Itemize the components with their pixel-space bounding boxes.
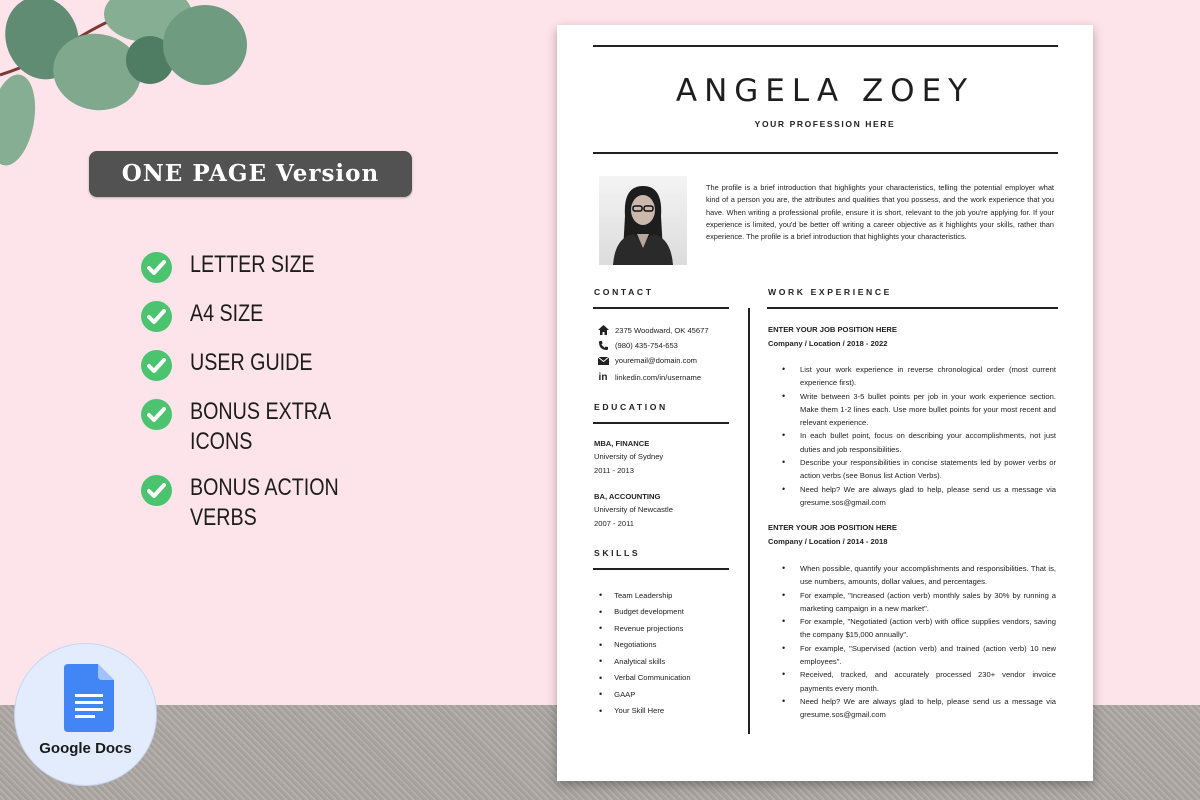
feature-label: BONUS EXTRA ICONS	[190, 398, 332, 455]
skill-item: • Team Leadership	[599, 587, 691, 604]
skill-item: • Verbal Communication	[599, 670, 691, 687]
job-bullets	[782, 363, 1056, 509]
education-item: MBA, FINANCE University of Sydney 2011 - 2013	[594, 439, 664, 475]
job-bullet: • When possible, quantify your accomplishments and responsibilities. That is, use numbers, amounts, dollar values, and percentages.	[782, 562, 1056, 589]
job-bullet: • Received, tracked, and accurately processed 230+ vendor invoice payments every month.	[782, 668, 1056, 695]
skills-list	[599, 587, 691, 719]
skill-item: • Revenue projections	[599, 620, 691, 637]
job-bullet: • For example, "Supervised (action verb) and trained (action verb) 10 new employees".	[782, 642, 1056, 669]
check-circle-icon	[141, 350, 172, 381]
job-bullets	[782, 562, 1056, 722]
feature-label: A4 SIZE	[190, 300, 264, 327]
feature-list	[141, 250, 380, 549]
job-bullet: • In each bullet point, focus on describing your accomplishments, not just duties and job responsibilities.	[782, 429, 1056, 456]
envelope-icon	[597, 357, 609, 365]
google-docs-icon	[64, 664, 114, 732]
job-bullet: • Write between 3-5 bullet points per job in your work experience section. Make them 1-2 lines each. Use more bullet points for your most recent and relevant experience.	[782, 390, 1056, 430]
check-circle-icon	[141, 475, 172, 506]
education-section-title: EDUCATION	[594, 402, 668, 412]
resume-page	[557, 25, 1093, 781]
google-docs-badge	[14, 643, 157, 786]
check-circle-icon	[141, 252, 172, 283]
header-bottom-rule	[593, 152, 1058, 154]
feature-item	[141, 397, 380, 457]
job-bullet: • List your work experience in reverse chronological order (most current experience first).	[782, 363, 1056, 390]
job-meta: Company / Location / 2018 - 2022	[768, 339, 888, 348]
header-top-rule	[593, 45, 1058, 47]
eucalyptus-leaves-decoration	[0, 0, 260, 170]
job-meta: Company / Location / 2014 - 2018	[768, 537, 888, 546]
contact-section-title: CONTACT	[594, 287, 654, 297]
skill-item: • Negotiations	[599, 637, 691, 654]
skill-item: • GAAP	[599, 686, 691, 703]
work-rule	[767, 307, 1058, 309]
feature-item	[141, 250, 380, 283]
profile-summary: The profile is a brief introduction that highlights your characteristics, telling the potential employer what kind of a person you are, the attributes and qualities that you possess, and the work experience that you have. When writing a professional profile, ensure it is short, relevant to the job you're applying for. If your experience is limited, you'd be better off writing a career objective as it highlights your skills, rather than experience. The profile is a brief introduction that highlights your characteristics.	[706, 183, 1054, 242]
skill-item: • Analytical skills	[599, 653, 691, 670]
resume-name: ANGELA ZOEY	[675, 73, 975, 109]
education-rule	[593, 422, 729, 424]
skill-item: • Your Skill Here	[599, 703, 691, 720]
resume-profession: YOUR PROFESSION HERE	[754, 119, 896, 129]
job-bullet: • Need help? We are always glad to help, please send us a message via gresume.sos@gmail.com	[782, 695, 1056, 722]
job-position: ENTER YOUR JOB POSITION HERE	[768, 523, 897, 532]
education-item: BA, ACCOUNTING University of Newcastle 2007 - 2011	[594, 492, 673, 528]
profile-photo	[599, 176, 687, 265]
column-divider	[748, 308, 750, 734]
contact-phone: (980) 435-754-653	[597, 341, 678, 350]
job-bullet: • For example, "Increased (action verb) monthly sales by 30% by running a marketing campaign in a new market".	[782, 589, 1056, 616]
contact-rule	[593, 307, 729, 309]
contact-linkedin: in linkedin.com/in/username	[598, 372, 702, 383]
feature-item	[141, 348, 380, 381]
check-circle-icon	[141, 301, 172, 332]
linkedin-icon: in	[598, 372, 608, 383]
skill-item: • Budget development	[599, 604, 691, 621]
contact-email: youremail@domain.com	[597, 356, 697, 365]
feature-item	[141, 299, 380, 332]
contact-address: 2375 Woodward, OK 45677	[597, 325, 709, 335]
job-position: ENTER YOUR JOB POSITION HERE	[768, 325, 897, 334]
feature-label: LETTER SIZE	[190, 251, 315, 278]
check-circle-icon	[141, 399, 172, 430]
google-docs-label: Google Docs	[39, 740, 132, 757]
one-page-version-badge: ONE PAGE Version	[89, 151, 412, 197]
job-bullet: • For example, "Negotiated (action verb) with office supplies vendors, saving the company $15,000 annually".	[782, 615, 1056, 642]
skills-section-title: SKILLS	[594, 548, 641, 558]
feature-item	[141, 473, 380, 533]
work-section-title: WORK EXPERIENCE	[768, 287, 892, 297]
job-bullet: • Need help? We are always glad to help, please send us a message via gresume.sos@gmail.com	[782, 483, 1056, 510]
job-bullet: • Describe your responsibilities in concise statements led by power verbs or action verbs (see Bonus list Action Verbs).	[782, 456, 1056, 483]
home-icon	[597, 325, 609, 335]
feature-label: BONUS ACTION VERBS	[190, 474, 339, 531]
phone-icon	[597, 341, 609, 350]
skills-rule	[593, 568, 729, 570]
feature-label: USER GUIDE	[190, 349, 313, 376]
